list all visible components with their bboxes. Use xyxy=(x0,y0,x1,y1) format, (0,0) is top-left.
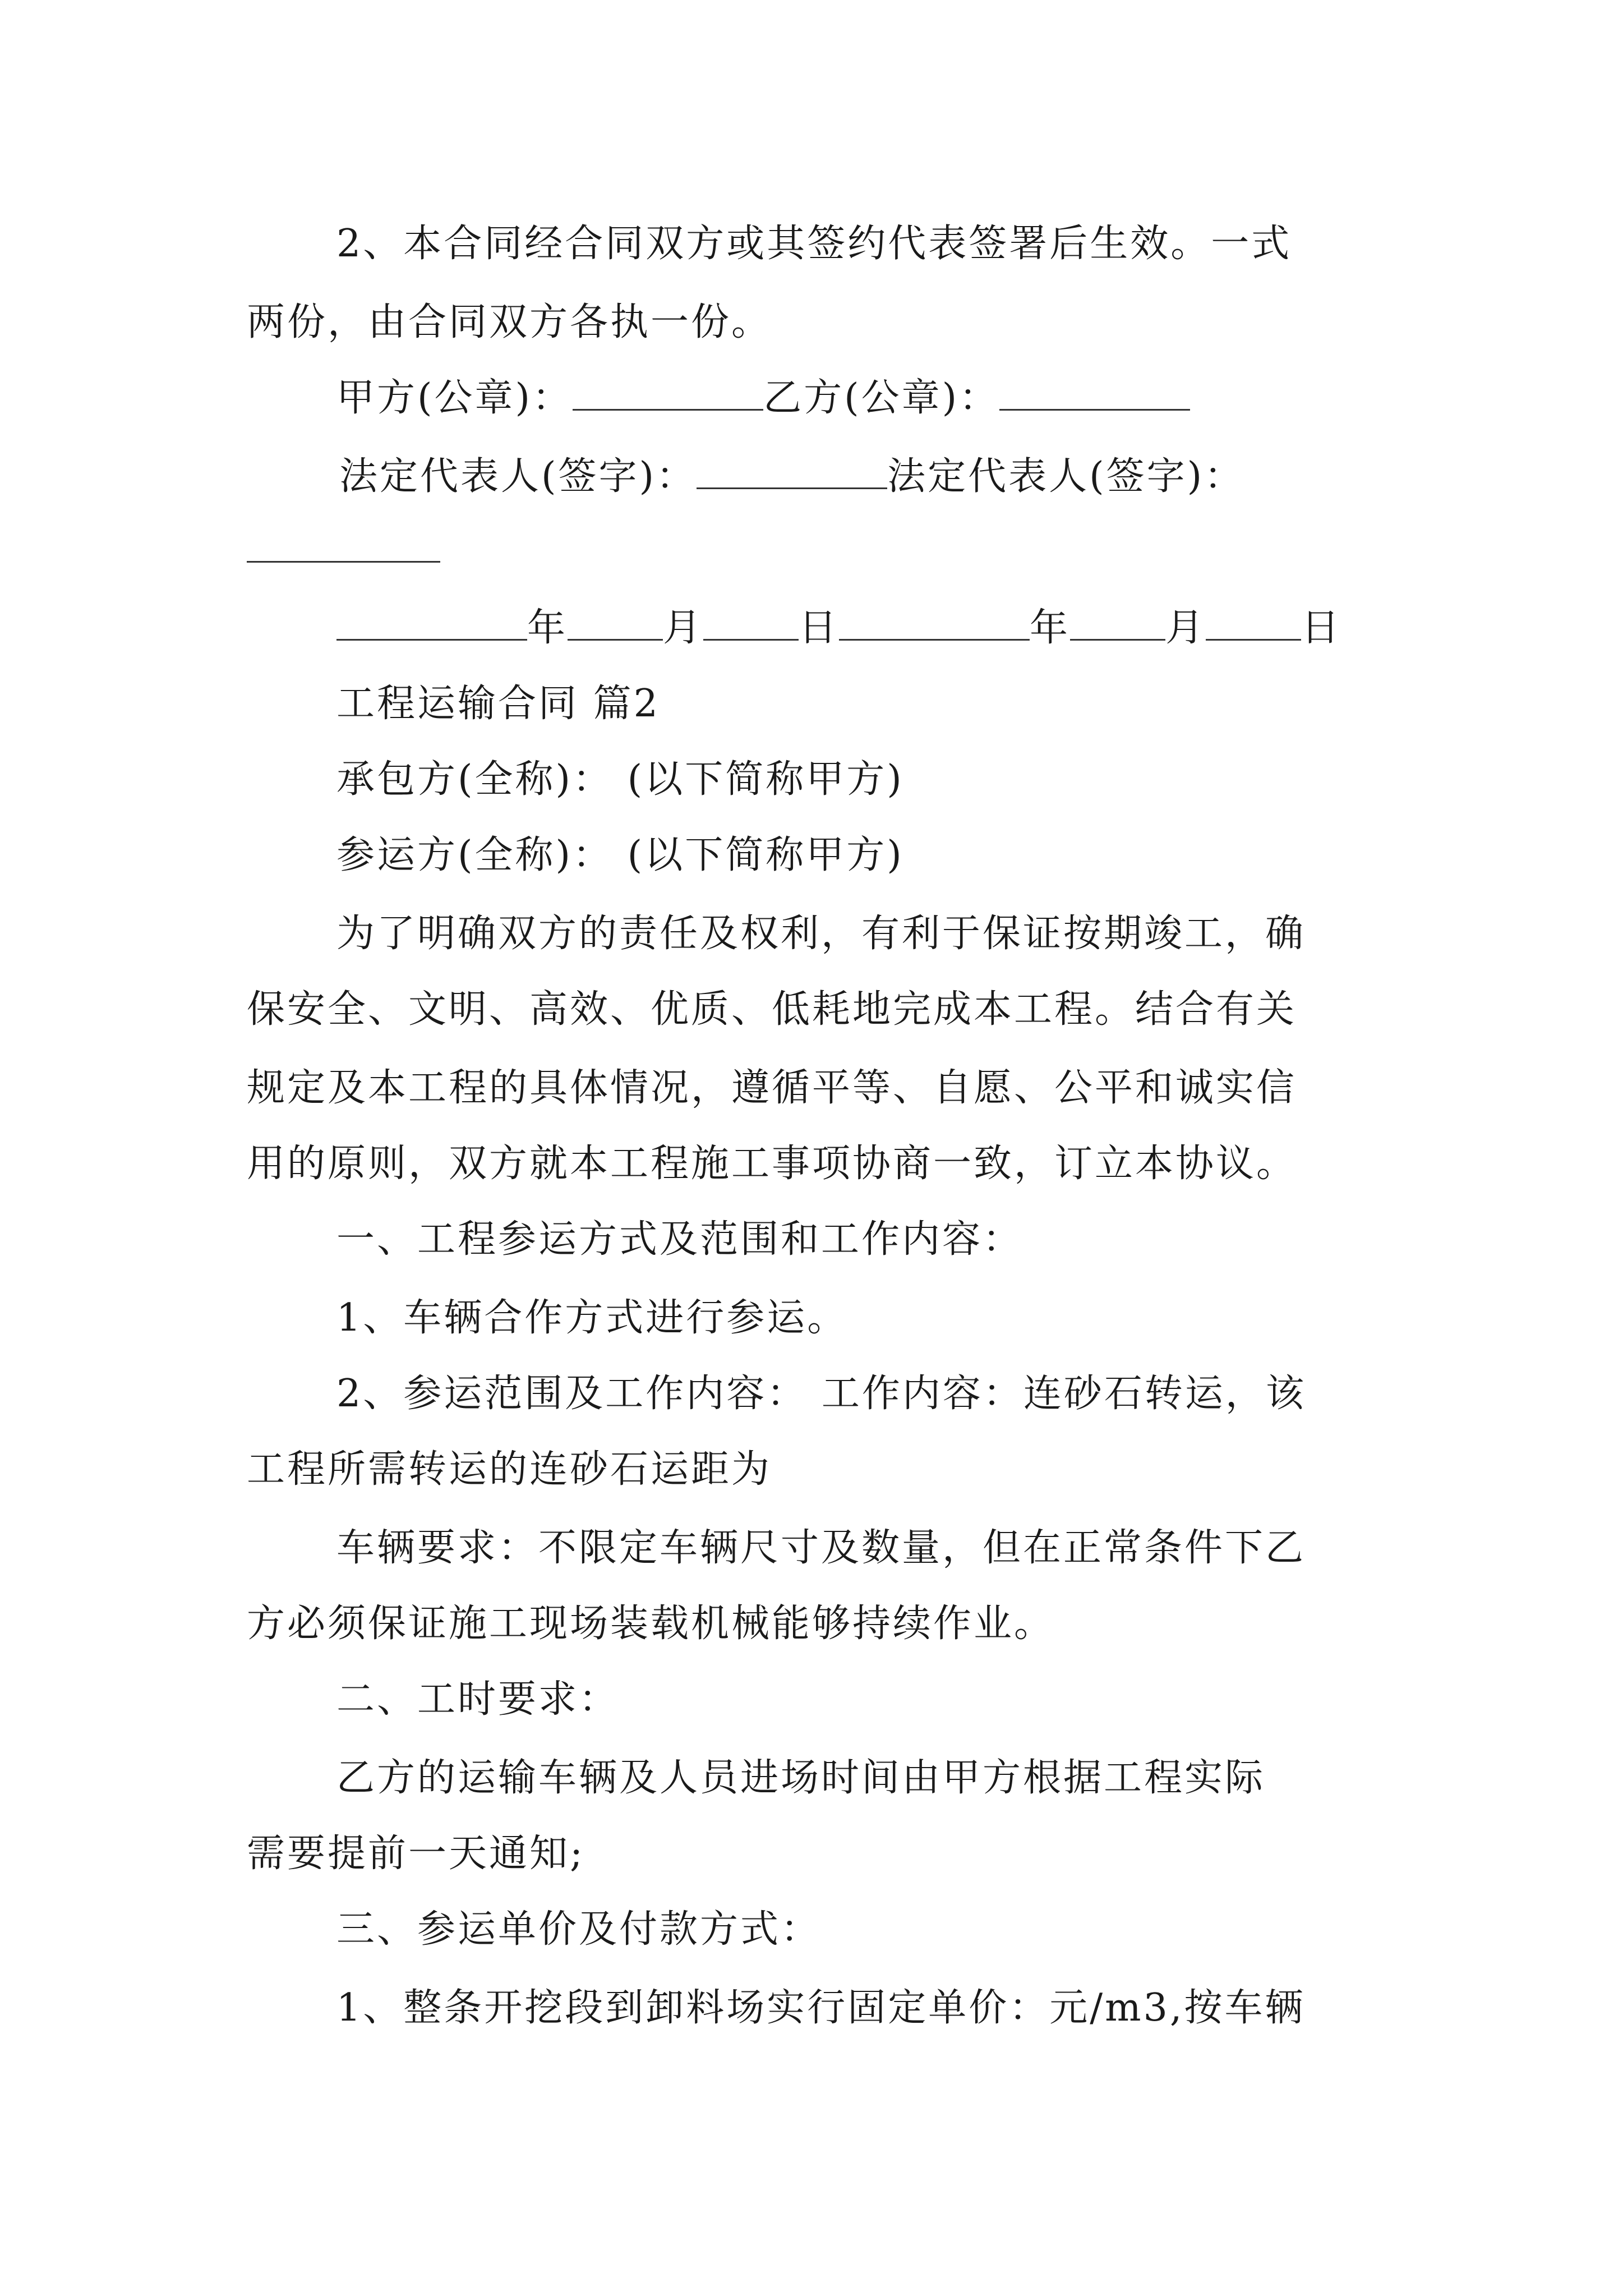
party-b-representative-label: 法定代表人(签字)： xyxy=(887,454,1245,499)
signature-row-seal xyxy=(336,376,1190,421)
party-b-month-blank xyxy=(1070,606,1165,641)
paragraph-line: 保安全、文明、高效、优质、低耗地完成本工程。结合有关 xyxy=(247,987,1297,1032)
party-a-seal-blank xyxy=(573,376,763,411)
paragraph-line: 1、车辆合作方式进行参运。 xyxy=(336,1296,848,1340)
party-b-day-blank xyxy=(1206,606,1301,641)
paragraph-line: 规定及本工程的具体情况，遵循平等、自愿、公平和诚实信 xyxy=(247,1066,1297,1110)
participant-line: 参运方(全称)： (以下简称甲方) xyxy=(336,833,904,877)
heading-line: 一、工程参运方式及范围和工作内容： xyxy=(336,1217,1023,1262)
paragraph-line: 1、整条开挖段到卸料场实行固定单价：元/m3,按车辆 xyxy=(336,1986,1306,2030)
day-label: 日 xyxy=(1301,606,1342,650)
paragraph-line: 2、参运范围及工作内容： 工作内容：连砂石转运，该 xyxy=(336,1372,1306,1416)
party-a-month-blank xyxy=(568,606,663,641)
paragraph-line: 2、本合同经合同双方或其签约代表签署后生效。一式 xyxy=(336,222,1292,266)
paragraph-line: 用的原则，双方就本工程施工事项协商一致，订立本协议。 xyxy=(247,1142,1297,1186)
contractor-line: 承包方(全称)： (以下简称甲方) xyxy=(336,757,904,802)
year-label: 年 xyxy=(527,606,568,650)
paragraph-line: 车辆要求：不限定车辆尺寸及数量，但在正常条件下乙 xyxy=(336,1526,1306,1570)
party-a-representative-label: 法定代表人(签字)： xyxy=(339,454,697,499)
signature-row-representative xyxy=(339,454,1244,499)
month-label: 月 xyxy=(1165,606,1206,650)
day-label: 日 xyxy=(799,606,840,650)
party-b-year-blank xyxy=(839,606,1030,641)
paragraph-line: 工程所需转运的连砂石运距为 xyxy=(247,1447,772,1492)
party-a-day-blank xyxy=(703,606,799,641)
section-title: 工程运输合同 篇2 xyxy=(336,682,660,726)
party-a-seal-label: 甲方(公章)： xyxy=(336,376,573,420)
heading-line: 三、参运单价及付款方式： xyxy=(336,1907,822,1952)
paragraph-line: 需要提前一天通知; xyxy=(247,1832,585,1876)
paragraph-line: 为了明确双方的责任及权利，有利于保证按期竣工，确 xyxy=(336,912,1306,956)
month-label: 月 xyxy=(663,606,704,650)
party-b-seal-blank xyxy=(999,376,1190,411)
heading-line: 二、工时要求： xyxy=(336,1677,620,1722)
party-a-year-blank xyxy=(336,606,527,641)
date-row xyxy=(336,606,1341,651)
party-a-representative-blank xyxy=(697,455,887,489)
paragraph-line: 方必须保证施工现场装载机械能够持续作业。 xyxy=(247,1602,1055,1646)
party-b-seal-label: 乙方(公章)： xyxy=(763,376,1000,420)
year-label: 年 xyxy=(1030,606,1071,650)
paragraph-line: 乙方的运输车辆及人员进场时间由甲方根据工程实际 xyxy=(336,1756,1266,1800)
paragraph-line: 两份，由合同双方各执一份。 xyxy=(247,300,772,344)
party-b-representative-blank xyxy=(247,561,440,563)
